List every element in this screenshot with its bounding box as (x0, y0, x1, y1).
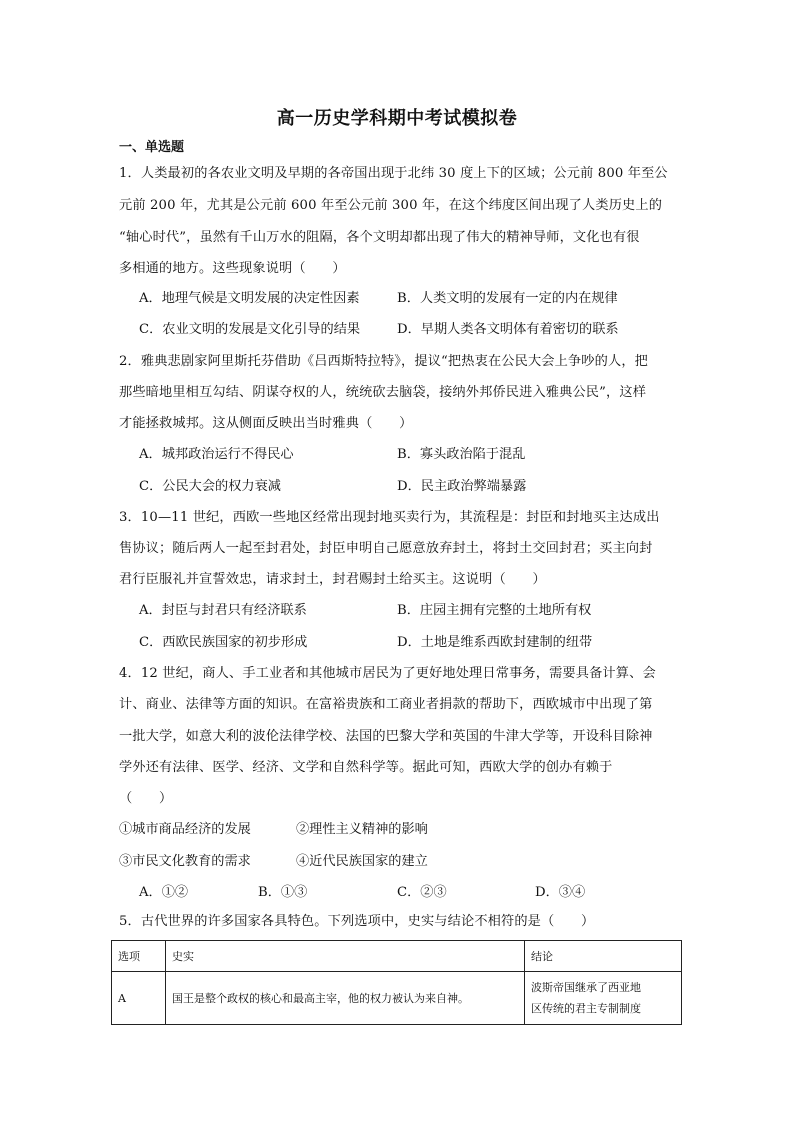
question-4-option-d[interactable]: D．③④ (535, 885, 586, 900)
question-5-stem: 5．古代世界的许多国家各具特色。下列选项中，史实与结论不相符的是（ ） (119, 914, 595, 929)
question-4-item: ③市民文化教育的需求 (119, 854, 251, 869)
table-header-row (112, 941, 682, 972)
table-cell-option: A (112, 972, 166, 1025)
question-4-item: ①城市商品经济的发展 (119, 822, 251, 837)
question-4-option-c[interactable]: C．②③ (397, 885, 447, 900)
question-4-item: ④近代民族国家的建立 (296, 854, 428, 869)
table-cell-fact: 国王是整个政权的核心和最高主宰，他的权力被认为来自神。 (166, 972, 525, 1025)
section-heading: 一、单选题 (119, 140, 185, 155)
conclusion-line: 区传统的君主专制制度 (531, 1002, 641, 1015)
table-header-cell: 选项 (112, 941, 166, 972)
question-2-option-b[interactable]: B．寡头政治陷于混乱 (397, 447, 526, 462)
question-3-option-c[interactable]: C．西欧民族国家的初步形成 (139, 635, 308, 650)
question-4-line: 4．12 世纪，商人、手工业者和其他城市居民为了更好地处理日常事务，需要具备计算、会 (119, 666, 656, 681)
question-3-option-a[interactable]: A．封臣与封君只有经济联系 (139, 603, 307, 618)
conclusion-line: 波斯帝国继承了西亚地 (531, 981, 641, 994)
question-2-option-d[interactable]: D．民主政治弊端暴露 (397, 479, 527, 494)
question-1-line: 1．人类最初的各农业文明及早期的各帝国出现于北纬 30 度上下的区域；公元前 800 年至公 (119, 166, 668, 181)
question-3-option-d[interactable]: D．土地是维系西欧封建制的纽带 (397, 635, 593, 650)
question-1-line: 元前 200 年，尤其是公元前 600 年至公元前 300 年，在这个纬度区间出现了人类历史上的 (119, 198, 663, 213)
table-header-cell: 结论 (525, 941, 682, 972)
question-2-line: 才能拯救城邦。这从侧面反映出当时雅典（ ） (119, 416, 413, 431)
question-4-option-b[interactable]: B．①③ (258, 885, 308, 900)
question-1-option-a[interactable]: A．地理气候是文明发展的决定性因素 (139, 291, 360, 306)
question-2-line: 2．雅典悲剧家阿里斯托芬借助《吕西斯特拉特》，提议“把热衷在公民大会上争吵的人，把 (119, 354, 648, 369)
question-4-line: 计、商业、法律等方面的知识。在富裕贵族和工商业者捐款的帮助下，西欧城市中出现了第 (119, 697, 653, 712)
question-3-option-b[interactable]: B．庄园主拥有完整的土地所有权 (397, 603, 592, 618)
question-3-line: 3．10—11 世纪，西欧一些地区经常出现封地买卖行为，其流程是：封臣和封地买主达成出 (119, 510, 660, 525)
page-title: 高一历史学科期中考试模拟卷 (276, 108, 518, 129)
question-4-option-a[interactable]: A．①② (139, 885, 189, 900)
table-row (112, 972, 682, 1025)
question-3-line: 君行臣服礼并宣誓效忠，请求封土，封君赐封土给买主。这说明（ ） (119, 572, 546, 587)
question-1-option-b[interactable]: B．人类文明的发展有一定的内在规律 (397, 291, 618, 306)
question-3-line: 售协议；随后两人一起至封君处，封臣申明自己愿意放弃封土，将封土交回封君；买主向封 (119, 541, 653, 556)
question-5-table (111, 940, 682, 1025)
question-1-line: 多相通的地方。这些现象说明（ ） (119, 261, 346, 276)
table-cell-conclusion (525, 972, 682, 1025)
question-2-line: 那些暗地里相互勾结、阴谋夺权的人，统统砍去脑袋，接纳外邦侨民进入雅典公民”，这样 (119, 385, 647, 400)
table-header-cell: 史实 (166, 941, 525, 972)
question-4-line: 学外还有法律、医学、经济、文学和自然科学等。据此可知，西欧大学的创办有赖于 (119, 760, 613, 775)
question-4-item: ②理性主义精神的影响 (296, 822, 428, 837)
question-2-option-c[interactable]: C．公民大会的权力衰减 (139, 479, 281, 494)
question-2-option-a[interactable]: A．城邦政治运行不得民心 (139, 447, 294, 462)
question-4-line: （ ） (119, 791, 173, 806)
question-4-line: 一批大学，如意大利的波伦法律学校、法国的巴黎大学和英国的牛津大学等，开设科目除神 (119, 729, 653, 744)
question-1-option-d[interactable]: D．早期人类各文明体有着密切的联系 (397, 322, 619, 337)
question-1-line: “轴心时代”，虽然有千山万水的阻隔，各个文明却都出现了伟大的精神导师，文化也有很 (119, 230, 640, 245)
question-1-option-c[interactable]: C．农业文明的发展是文化引导的结果 (139, 322, 361, 337)
